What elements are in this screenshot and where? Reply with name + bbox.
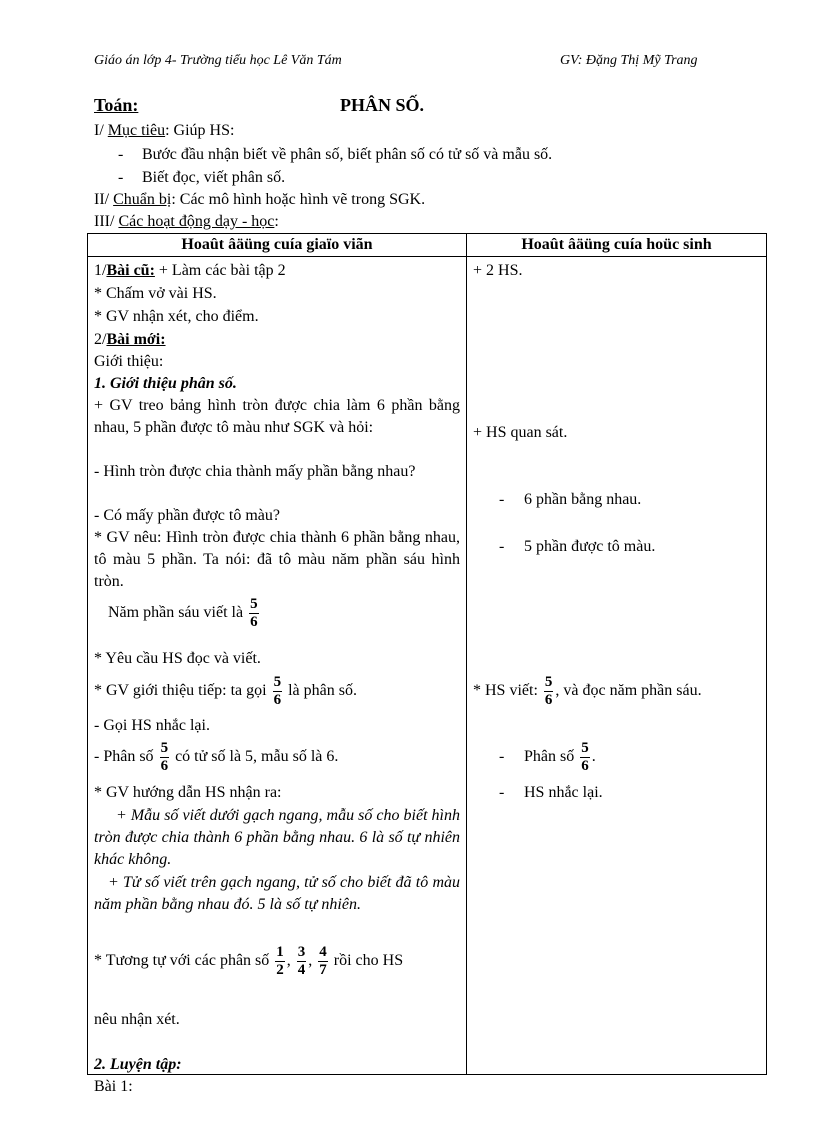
section-number: 2/ [94,331,107,348]
five-sixths-writing [108,596,460,631]
student-write-end: , và đọc năm phần sáu. [555,682,702,700]
similar-text: * Tương tự với các phân số [94,952,270,970]
question-parts: - Hình tròn được chia thành mấy phần bằng nhau? [94,463,416,480]
numerator: 3 [297,944,306,960]
introduce-fraction-line [94,674,460,709]
student-fraction-line [499,740,760,775]
similar-fractions-line [94,944,460,979]
denominator-note: + Mẫu số viết dưới gạch ngang, mẫu số cho biết hình tròn được chia thành 6 phần bằng nhau. 6 là số tự nhiên khác không. [94,807,460,868]
subject-title [94,95,138,116]
denominator: 4 [297,962,306,978]
student-write-text: * HS viết: [473,682,538,700]
header-right: GV: Đặng Thị Mỹ Trang [560,53,698,68]
old-lesson-text: + Làm các bài tập 2 [154,262,286,279]
teacher-prompt-1: + GV treo bảng hình tròn được chia làm 6 phần bằng nhau, 5 phần được tô màu như SGK và hỏi: [94,397,460,436]
objectives-label: Mục tiêu [107,122,166,139]
introduction-line: Giới thiệu: [94,353,164,370]
activities-label: Các hoạt động dạy - học [118,213,275,230]
header-left: Giáo án lớp 4- Trường tiểu học Lê Văn Tám [94,53,342,68]
denominator: 2 [276,962,284,978]
objective-text-2: Biết đọc, viết phân số. [142,169,286,186]
activities-prefix: III/ [94,213,119,230]
student-answer-colored [499,536,760,558]
numerator: 4 [319,944,327,960]
teacher-activities-cell [88,257,467,1095]
activities-table [87,233,767,1095]
objectives-prefix: I/ [94,122,108,139]
answer-text: 6 phần bằng nhau. [524,491,642,508]
numerator-note: + Tử số viết trên gạch ngang, tử số cho biết đã tô màu năm phần bằng nhau đó. 5 là số tự nhiên. [94,874,460,913]
denominator: 6 [250,614,258,630]
preparation-label: Chuẩn bị [113,191,172,208]
guide-line: * GV hướng dẫn HS nhận ra: [94,784,282,801]
five-sixths-text: Năm phần sáu viết là [108,604,244,622]
grade-notebooks-line: * Chấm vở vài HS. [94,285,217,302]
fraction-5-6 [249,596,259,631]
fraction-3-4 [297,944,307,979]
answer-dash: - [499,538,505,555]
old-lesson-label: Bài cũ: [106,262,155,279]
bullet-dash: - [118,146,124,163]
new-lesson-line [94,329,460,351]
student-observe: + HS quan sát. [473,424,568,441]
section-heading-practice: 2. Luyện tập: [94,1056,182,1073]
activities-heading [94,213,279,231]
preparation-text: : Các mô hình hoặc hình vẽ trong SGK. [171,191,426,208]
answer-dash: - [499,784,505,801]
numerator: 5 [544,674,553,690]
student-column-header: Hoaût âäüng cuía hoüc sinh [467,234,767,257]
numerator: 5 [273,674,282,690]
objectives-suffix: : Giúp HS: [165,122,235,139]
separator-comma: , [308,952,313,970]
numerator-denominator-line [94,740,460,775]
objectives-heading [94,122,234,140]
student-fraction-text: Phân số [524,748,575,766]
preparation-prefix: II/ [94,191,114,208]
subject-label: Toán: [94,95,139,115]
read-write-line: * Yêu cầu HS đọc và viết. [94,650,261,667]
new-lesson-label: Bài mới: [106,331,166,348]
old-lesson-line [94,260,460,282]
student-answer-parts [499,489,760,511]
fraction-prefix: - Phân số [94,748,154,766]
objective-item-2 [118,169,285,187]
fraction-5-6 [160,740,170,775]
answer-text: HS nhắc lại. [524,784,603,801]
fraction-explanation: có tử số là 5, mẫu số là 6. [175,748,339,766]
question-colored: - Có mấy phần được tô màu? [94,507,280,524]
fraction-5-6 [580,740,590,775]
numerator: 5 [250,596,258,612]
exercise-1-line: Bài 1: [94,1078,133,1095]
student-write-line [473,674,760,709]
numerator: 5 [581,740,589,756]
table-body-row [88,257,767,1075]
numerator: 5 [160,740,169,756]
teacher-explanation: * GV nêu: Hình tròn được chia thành 6 phần bằng nhau, tô màu 5 phần. Ta nói: đã tô màu năm phần sáu hình tròn. [94,529,460,590]
denominator: 6 [273,692,282,708]
introduce-text-end: là phân số. [288,682,357,700]
fraction-5-6 [544,674,554,709]
teacher-comment-line: * GV nhận xét, cho điểm. [94,308,259,325]
separator-comma: , [286,952,291,970]
denominator: 7 [319,962,327,978]
fraction-5-6 [273,674,283,709]
repeat-line: - Gọi HS nhắc lại. [94,717,210,734]
numerator: 1 [276,944,284,960]
answer-dash: - [499,491,505,508]
period: . [591,748,596,766]
objective-text-1: Bước đầu nhận biết về phân số, biết phân số có tử số và mẫu số. [142,146,553,163]
fraction-1-2 [275,944,285,979]
section-number: 1/ [94,262,107,279]
student-activities-cell [467,257,767,1075]
fraction-4-7 [318,944,328,979]
similar-text-end: rồi cho HS [333,952,404,970]
table-header-row [88,234,767,257]
teacher-column-header: Hoaût âäüng cuía giaïo viãn [88,234,467,257]
answer-dash: - [499,748,505,766]
denominator: 6 [581,758,589,774]
preparation-line [94,191,425,209]
section-heading-intro: 1. Giới thiệu phân số. [94,375,237,392]
introduce-text: * GV giới thiệu tiếp: ta gọi [94,682,267,700]
comment-line: nêu nhận xét. [94,1011,180,1028]
activities-suffix: : [274,213,279,230]
denominator: 6 [544,692,553,708]
denominator: 6 [160,758,169,774]
student-repeat [499,782,760,804]
lesson-title: PHÂN SỐ. [340,95,425,115]
student-two-hs: + 2 HS. [473,262,523,279]
objective-item-1 [118,146,552,164]
answer-text: 5 phần được tô màu. [524,538,656,555]
bullet-dash: - [118,169,124,186]
